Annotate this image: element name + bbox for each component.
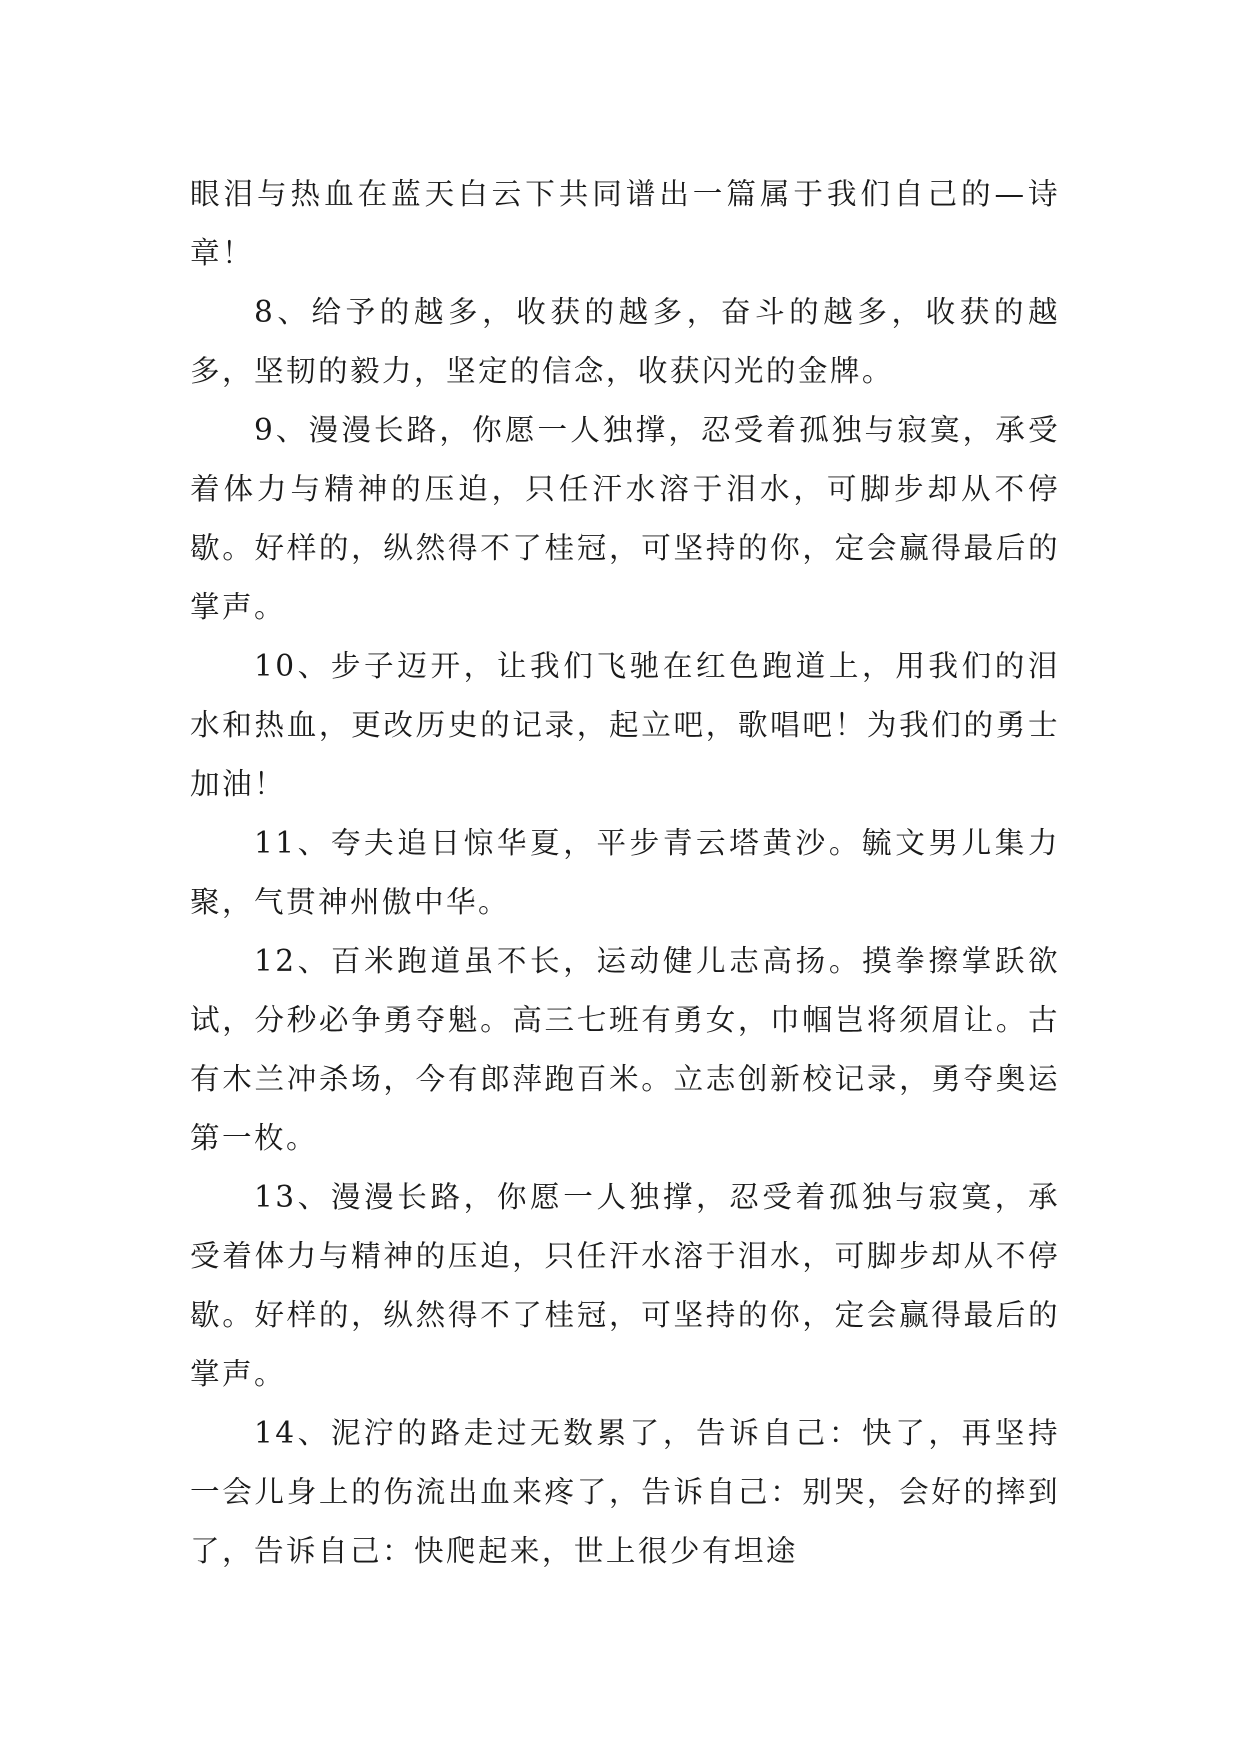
paragraph-item-13: 13、漫漫长路，你愿一人独撑，忍受着孤独与寂寞，承受着体力与精神的压迫，只任汗水溶于泪水，可脚步却从不停歇。好样的，纵然得不了桂冠，可坚持的你，定会赢得最后的掌声。 bbox=[190, 1180, 1060, 1391]
paragraph-item-14: 14、泥泞的路走过无数累了，告诉自己：快了，再坚持一会儿身上的伤流出血来疼了，告诉自己：别哭，会好的摔到了，告诉自己：快爬起来，世上很少有坦途 bbox=[190, 1416, 1060, 1568]
document-body bbox=[190, 165, 1060, 1581]
paragraph-item-8: 8、给予的越多，收获的越多，奋斗的越多，收获的越多，坚韧的毅力，坚定的信念，收获闪光的金牌。 bbox=[190, 295, 1060, 388]
paragraph-item-12: 12、百米跑道虽不长，运动健儿志高扬。摸拳擦掌跃欲试，分秒必争勇夺魁。高三七班有勇女，巾帼岂将须眉让。古有木兰冲杀场，今有郎萍跑百米。立志创新校记录，勇夺奥运第一枚。 bbox=[190, 944, 1060, 1155]
paragraph-continued: 眼泪与热血在蓝天白云下共同谱出一篇属于我们自己的—诗章！ bbox=[190, 177, 1060, 270]
paragraph-item-11: 11、夸夫追日惊华夏，平步青云塔黄沙。毓文男儿集力聚，气贯神州傲中华。 bbox=[190, 826, 1060, 919]
paragraph-item-10: 10、步子迈开，让我们飞驰在红色跑道上，用我们的泪水和热血，更改历史的记录，起立吧，歌唱吧！为我们的勇士加油！ bbox=[190, 649, 1060, 801]
paragraph-item-9: 9、漫漫长路，你愿一人独撑，忍受着孤独与寂寞，承受着体力与精神的压迫，只任汗水溶于泪水，可脚步却从不停歇。好样的，纵然得不了桂冠，可坚持的你，定会赢得最后的掌声。 bbox=[190, 413, 1060, 624]
